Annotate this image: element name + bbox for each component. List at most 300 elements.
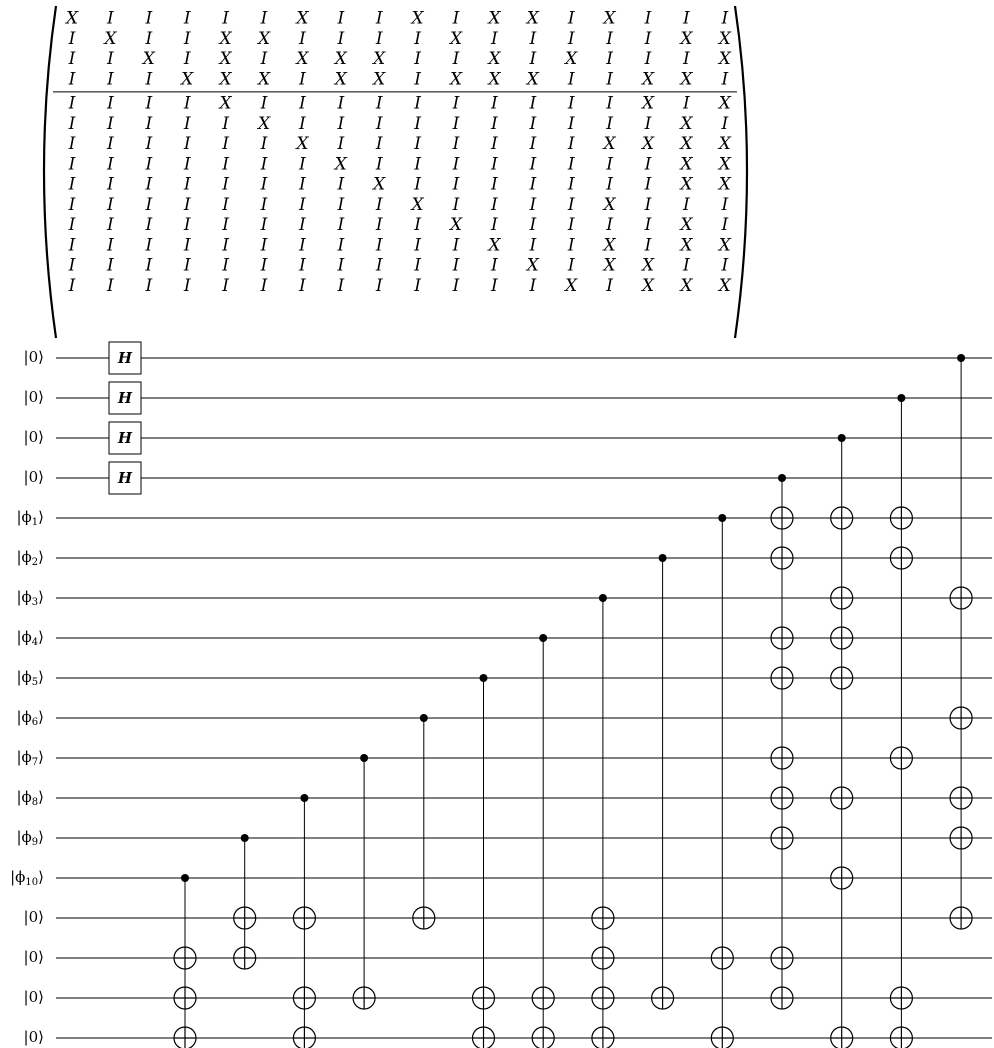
matrix-cell: X: [373, 69, 386, 90]
matrix-cell: X: [603, 8, 616, 29]
target-oplus: [711, 1027, 733, 1048]
matrix-cell: I: [337, 8, 345, 29]
matrix-cell: I: [375, 113, 383, 134]
matrix-cell: I: [529, 93, 537, 114]
control-dot: [300, 794, 308, 802]
matrix-cell: X: [680, 275, 693, 296]
matrix-cell: X: [718, 235, 731, 256]
matrix-cell: I: [337, 215, 345, 235]
matrix-cell: I: [452, 194, 460, 215]
stabilizer-matrix: [44, 6, 747, 338]
matrix-cell: I: [683, 8, 690, 29]
matrix-cell: I: [222, 275, 229, 296]
matrix-cell: I: [68, 28, 76, 49]
matrix-cell: X: [142, 49, 155, 69]
matrix-cell: I: [606, 174, 613, 195]
matrix-cell: X: [488, 49, 501, 69]
target-oplus: [174, 1027, 196, 1048]
matrix-cell: I: [260, 49, 268, 69]
target-oplus: [890, 747, 912, 769]
qubit-label: $|\phi_2⟩$: [16, 548, 44, 568]
target-oplus: [831, 667, 853, 689]
matrix-cell: I: [529, 154, 537, 175]
matrix-cell: X: [718, 174, 731, 195]
matrix-cell: I: [491, 93, 498, 114]
matrix-cell: X: [296, 49, 309, 69]
svg-text:H: H: [117, 349, 133, 367]
matrix-cell: X: [526, 69, 539, 90]
matrix-cell: X: [488, 69, 501, 90]
matrix-cell: I: [414, 93, 421, 114]
matrix-cell: I: [337, 113, 345, 134]
matrix-cell: I: [299, 93, 306, 114]
target-oplus: [592, 1027, 614, 1048]
matrix-cell: I: [68, 235, 76, 256]
matrix-cell: I: [567, 194, 575, 215]
matrix-cell: I: [375, 134, 383, 154]
matrix-cell: I: [68, 255, 76, 276]
matrix-cell: I: [375, 93, 383, 114]
matrix-cell: I: [145, 134, 153, 154]
control-dot: [360, 754, 368, 762]
matrix-cell: X: [257, 113, 271, 134]
qubit-label: |0⟩: [23, 988, 44, 1006]
matrix-cell: I: [375, 194, 383, 215]
target-oplus: [831, 507, 853, 529]
matrix-cell: I: [299, 255, 306, 276]
matrix-cell: I: [375, 235, 383, 256]
qubit-label: $|\phi_7⟩$: [16, 748, 44, 768]
cnot-gate: [652, 554, 674, 1009]
matrix-cell: I: [414, 113, 421, 134]
matrix-cell: I: [414, 28, 421, 49]
matrix-cell: X: [219, 69, 232, 90]
cnot-gate: [711, 514, 733, 1048]
matrix-cell: I: [68, 69, 76, 90]
matrix-cell: X: [680, 215, 693, 235]
matrix-cell: I: [260, 134, 268, 154]
matrix-cell: I: [145, 154, 153, 175]
target-oplus: [771, 507, 793, 529]
target-oplus: [652, 987, 674, 1009]
target-oplus: [473, 1027, 495, 1048]
matrix-cell: I: [529, 235, 537, 256]
svg-text:H: H: [117, 469, 133, 487]
matrix-cell: I: [337, 255, 345, 276]
matrix-cell: X: [565, 49, 578, 69]
qubit-label: $|\phi_5⟩$: [16, 668, 44, 688]
matrix-cell: I: [606, 49, 613, 69]
matrix-cell: I: [183, 215, 191, 235]
matrix-cell: I: [299, 194, 306, 215]
matrix-cell: I: [375, 8, 383, 29]
matrix-cell: I: [107, 194, 114, 215]
matrix-cell: I: [452, 134, 460, 154]
matrix-cell: I: [183, 113, 191, 134]
control-dot: [838, 434, 846, 442]
matrix-cell: I: [260, 194, 268, 215]
matrix-cell: I: [567, 28, 575, 49]
matrix-cell: I: [337, 174, 345, 195]
qubit-label: |0⟩: [23, 428, 44, 446]
matrix-cell: I: [491, 28, 498, 49]
qubit-label: $|\phi_9⟩$: [16, 828, 44, 848]
matrix-cell: I: [337, 93, 345, 114]
matrix-cell: I: [337, 134, 345, 154]
matrix-cell: I: [107, 49, 114, 69]
qubit-label: $|\phi_{10}⟩$: [10, 868, 44, 888]
matrix-cell: I: [299, 235, 306, 256]
control-dot: [181, 874, 189, 882]
qubit-label: |0⟩: [23, 348, 44, 366]
matrix-cell: I: [107, 215, 114, 235]
matrix-cell: I: [260, 154, 268, 175]
matrix-cell: I: [375, 275, 383, 296]
matrix-cell: I: [721, 113, 729, 134]
matrix-cell: X: [718, 93, 731, 114]
matrix-cell: I: [606, 69, 613, 90]
qubit-label: $|\phi_3⟩$: [16, 588, 44, 608]
matrix-cell: I: [260, 235, 268, 256]
target-oplus: [711, 947, 733, 969]
matrix-cell: I: [145, 255, 153, 276]
matrix-cell: X: [603, 235, 616, 256]
matrix-cell: I: [567, 215, 575, 235]
matrix-cell: I: [567, 174, 575, 195]
qubit-label: |0⟩: [23, 468, 44, 486]
control-dot: [480, 674, 488, 682]
target-oplus: [771, 787, 793, 809]
matrix-cell: I: [452, 255, 460, 276]
target-oplus: [234, 907, 256, 929]
matrix-cell: I: [222, 215, 229, 235]
matrix-right-paren: [735, 6, 747, 338]
target-oplus: [890, 547, 912, 569]
matrix-cell: I: [222, 255, 229, 276]
matrix-cell: X: [488, 235, 501, 256]
matrix-cell: I: [452, 113, 460, 134]
matrix-cell: I: [222, 8, 229, 29]
matrix-cell: X: [181, 69, 194, 90]
target-oplus: [950, 587, 972, 609]
control-dot: [241, 834, 249, 842]
matrix-cell: X: [641, 69, 655, 90]
matrix-cell: I: [222, 134, 229, 154]
matrix-cell: X: [449, 215, 463, 235]
matrix-cell: I: [183, 255, 191, 276]
matrix-cell: I: [107, 255, 114, 276]
matrix-cell: X: [680, 235, 693, 256]
matrix-cell: I: [567, 113, 575, 134]
matrix-cell: I: [644, 174, 652, 195]
matrix-cell: I: [606, 28, 613, 49]
matrix-cell: I: [68, 113, 76, 134]
matrix-cell: I: [183, 154, 191, 175]
matrix-cell: X: [373, 49, 386, 69]
matrix-cell: I: [452, 49, 460, 69]
matrix-cell: I: [452, 235, 460, 256]
target-oplus: [771, 827, 793, 849]
matrix-cell: I: [183, 275, 191, 296]
matrix-cell: X: [680, 134, 693, 154]
target-oplus: [771, 627, 793, 649]
matrix-cell: I: [107, 8, 114, 29]
matrix-cell: I: [529, 49, 537, 69]
matrix-cell: I: [222, 235, 229, 256]
target-oplus: [771, 547, 793, 569]
cnot-gate: [592, 594, 614, 1048]
matrix-cell: I: [567, 235, 575, 256]
matrix-cell: X: [449, 69, 463, 90]
target-oplus: [293, 907, 315, 929]
matrix-cell: X: [680, 69, 693, 90]
qubit-label: $|\phi_8⟩$: [16, 788, 44, 808]
matrix-cell: I: [107, 69, 114, 90]
matrix-cell: I: [606, 275, 613, 296]
matrix-cell: X: [680, 154, 693, 175]
matrix-cell: I: [491, 194, 498, 215]
cnot-gate: [473, 674, 495, 1048]
matrix-cell: I: [183, 93, 191, 114]
matrix-cell: I: [491, 215, 498, 235]
matrix-cell: I: [299, 28, 306, 49]
matrix-cell: I: [68, 275, 76, 296]
matrix-cell: I: [414, 255, 421, 276]
matrix-cell: X: [411, 8, 424, 29]
matrix-cell: I: [606, 154, 613, 175]
control-dot: [897, 394, 905, 402]
matrix-cell: I: [68, 194, 76, 215]
svg-text:H: H: [117, 389, 133, 407]
matrix-cell: I: [183, 194, 191, 215]
matrix-cell: I: [183, 235, 191, 256]
matrix-cell: I: [337, 194, 345, 215]
matrix-cell: I: [145, 113, 153, 134]
matrix-cell: I: [414, 215, 421, 235]
matrix-cell: I: [683, 255, 690, 276]
qubit-label: $|\phi_4⟩$: [16, 628, 44, 648]
matrix-cell: I: [644, 235, 652, 256]
matrix-cell: X: [257, 28, 271, 49]
matrix-cell: I: [721, 194, 729, 215]
matrix-cell: I: [683, 194, 690, 215]
matrix-cell: I: [107, 174, 114, 195]
matrix-cell: I: [529, 174, 537, 195]
target-oplus: [532, 1027, 554, 1048]
matrix-cell: I: [260, 174, 268, 195]
matrix-cell: X: [603, 194, 616, 215]
qubit-label: |0⟩: [23, 1028, 44, 1046]
control-dot: [420, 714, 428, 722]
cnot-gate: [353, 754, 375, 1009]
matrix-cell: X: [257, 69, 271, 90]
matrix-cell: I: [721, 215, 729, 235]
hadamard-gate: [109, 462, 141, 494]
control-dot: [957, 354, 965, 362]
cnot-gate: [831, 434, 853, 1048]
cnot-gate: [413, 714, 435, 929]
target-oplus: [771, 987, 793, 1009]
matrix-cell: I: [107, 275, 114, 296]
target-oplus: [234, 947, 256, 969]
target-oplus: [592, 987, 614, 1009]
matrix-cell: I: [414, 49, 421, 69]
matrix-cell: X: [718, 275, 731, 296]
cnot-gate: [532, 634, 554, 1048]
matrix-cell: I: [68, 134, 76, 154]
matrix-cell: X: [334, 69, 347, 90]
matrix-cell: I: [529, 194, 537, 215]
qubit-label: |0⟩: [23, 948, 44, 966]
matrix-cell: I: [644, 113, 652, 134]
matrix-cell: I: [683, 49, 690, 69]
matrix-cell: X: [296, 8, 309, 29]
control-dot: [778, 474, 786, 482]
target-oplus: [293, 1027, 315, 1048]
matrix-cell: I: [606, 113, 613, 134]
matrix-cell: I: [183, 174, 191, 195]
matrix-cell: I: [145, 275, 153, 296]
matrix-cell: I: [452, 154, 460, 175]
matrix-cell: I: [337, 275, 345, 296]
matrix-cell: I: [567, 154, 575, 175]
matrix-cell: I: [222, 154, 229, 175]
matrix-cell: I: [529, 215, 537, 235]
matrix-cell: X: [488, 8, 501, 29]
matrix-cell: I: [260, 93, 268, 114]
matrix-cell: X: [718, 49, 731, 69]
matrix-cell: I: [491, 275, 498, 296]
matrix-cell: I: [260, 275, 268, 296]
matrix-cell: I: [260, 255, 268, 276]
target-oplus: [353, 987, 375, 1009]
matrix-cell: X: [680, 113, 693, 134]
target-oplus: [890, 987, 912, 1009]
matrix-cell: X: [104, 28, 117, 49]
hadamard-gate: [109, 422, 141, 454]
matrix-cell: I: [414, 134, 421, 154]
target-oplus: [890, 1027, 912, 1048]
matrix-cell: I: [183, 28, 191, 49]
matrix-cell: I: [606, 93, 613, 114]
matrix-cell: I: [567, 255, 575, 276]
matrix-cell: I: [452, 93, 460, 114]
matrix-cell: I: [683, 93, 690, 114]
target-oplus: [771, 747, 793, 769]
matrix-cell: I: [299, 215, 306, 235]
matrix-cell: X: [603, 134, 616, 154]
matrix-cell: I: [68, 49, 76, 69]
matrix-left-paren: [44, 6, 56, 338]
matrix-cell: I: [375, 154, 383, 175]
matrix-cell: I: [107, 113, 114, 134]
matrix-cell: I: [299, 113, 306, 134]
matrix-cell: X: [641, 134, 655, 154]
matrix-cell: X: [334, 154, 347, 175]
matrix-cell: I: [567, 69, 575, 90]
matrix-cell: I: [299, 69, 306, 90]
matrix-cell: X: [65, 8, 79, 29]
target-oplus: [950, 707, 972, 729]
matrix-cell: I: [375, 28, 383, 49]
cnot-gate: [174, 874, 196, 1048]
matrix-cell: I: [183, 49, 191, 69]
target-oplus: [831, 867, 853, 889]
matrix-cell: X: [219, 49, 232, 69]
matrix-cell: I: [567, 8, 575, 29]
matrix-cell: X: [718, 154, 731, 175]
target-oplus: [413, 907, 435, 929]
target-oplus: [831, 1027, 853, 1048]
target-oplus: [592, 907, 614, 929]
target-oplus: [592, 947, 614, 969]
matrix-cell: I: [644, 28, 652, 49]
matrix-cell: I: [414, 154, 421, 175]
matrix-cell: I: [414, 69, 421, 90]
matrix-cell: I: [491, 134, 498, 154]
matrix-cell: X: [219, 28, 232, 49]
matrix-cell: I: [491, 174, 498, 195]
matrix-cell: I: [145, 235, 153, 256]
matrix-cell: I: [644, 194, 652, 215]
matrix-cell: X: [641, 93, 655, 114]
qubit-label: $|\phi_1⟩$: [16, 508, 44, 528]
matrix-cell: I: [529, 28, 537, 49]
cnot-gate: [771, 474, 793, 1009]
matrix-cell: I: [145, 28, 153, 49]
matrix-cell: I: [222, 174, 229, 195]
matrix-cell: I: [183, 8, 191, 29]
matrix-cell: X: [641, 255, 655, 276]
matrix-cell: I: [299, 174, 306, 195]
cnot-gate: [890, 394, 912, 1048]
matrix-cell: I: [337, 28, 345, 49]
matrix-cell: I: [145, 69, 153, 90]
matrix-cell: I: [107, 235, 114, 256]
matrix-cell: X: [296, 134, 309, 154]
qubit-label: |0⟩: [23, 908, 44, 926]
matrix-cell: I: [491, 113, 498, 134]
matrix-cell: I: [721, 8, 729, 29]
matrix-cell: I: [183, 134, 191, 154]
matrix-cell: I: [68, 93, 76, 114]
matrix-cell: I: [529, 134, 537, 154]
matrix-cell: X: [219, 93, 232, 114]
matrix-cell: I: [491, 255, 498, 276]
target-oplus: [890, 507, 912, 529]
matrix-cell: I: [414, 275, 421, 296]
matrix-cell: X: [526, 255, 539, 276]
matrix-cell: I: [644, 8, 652, 29]
matrix-cell: I: [260, 8, 268, 29]
matrix-cell: I: [145, 215, 153, 235]
matrix-cell: I: [567, 134, 575, 154]
target-oplus: [950, 827, 972, 849]
matrix-cell: X: [680, 174, 693, 195]
matrix-cell: I: [414, 235, 421, 256]
target-oplus: [771, 667, 793, 689]
matrix-cell: I: [606, 215, 613, 235]
matrix-cell: I: [529, 113, 537, 134]
matrix-cell: I: [721, 69, 729, 90]
matrix-cell: X: [449, 28, 463, 49]
matrix-cell: X: [373, 174, 386, 195]
matrix-cell: I: [491, 154, 498, 175]
target-oplus: [293, 987, 315, 1009]
matrix-cell: I: [145, 174, 153, 195]
cnot-gate: [234, 834, 256, 969]
matrix-cell: I: [68, 174, 76, 195]
